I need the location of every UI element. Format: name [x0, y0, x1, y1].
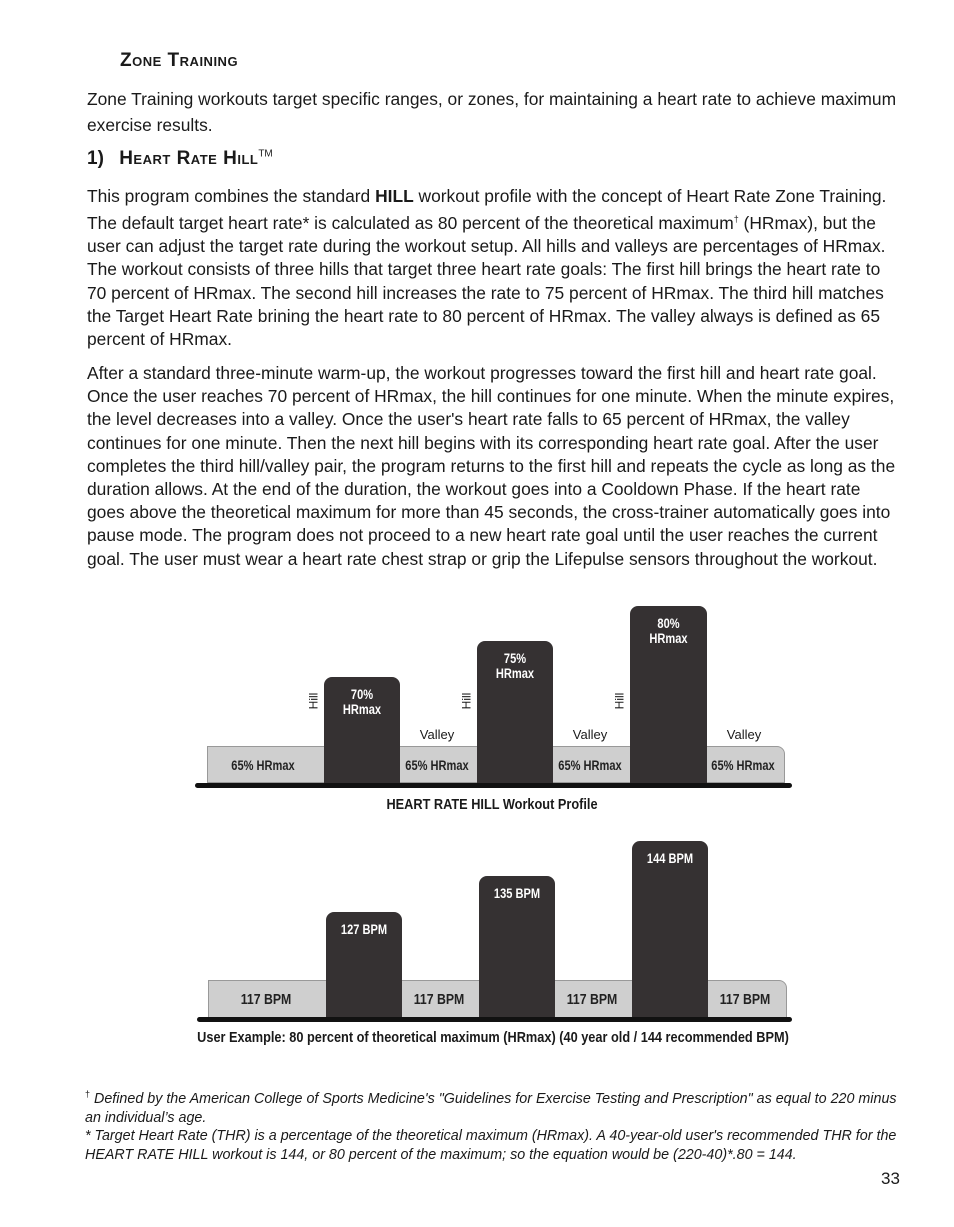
- valley-label: 117 BPM: [413, 991, 465, 1008]
- workout-description-paragraph: After a standard three-minute warm-up, the workout progresses toward the first hill and heart rate goal. Once the user reaches 70 percent of HRmax, the hill continues for one minute. When the minute expires, the level decreases into a valley. Once the user's heart rate falls to 65 percent of HRmax, the valley continues for one minute. Then the next hill begins with its corresponding heart rate goal. After the user completes the third hill/valley pair, the program returns to the first hill and repeats the cycle as long as the duration allows. At the end of the duration, the workout goes into a Cooldown Phase. If the heart rate goes above the theoretical maximum for more than 45 seconds, the cross-trainer automatically goes into pause mode. The program does not proceed to a new heart rate goal until the user reaches the current goal. The user must wear a heart rate chest strap or grip the Lifepulse sensors throughout the workout.: [87, 363, 896, 569]
- valley-label: 117 BPM: [240, 991, 292, 1008]
- hill-bar-3: 144 BPM: [632, 841, 708, 1019]
- hill-bar-3: 80% HRmax: [630, 606, 707, 784]
- bold-hill: HILL: [375, 186, 414, 206]
- valley-label: 117 BPM: [566, 991, 618, 1008]
- subheading-title: Heart Rate Hill: [119, 148, 259, 169]
- hill-bar-1: 127 BPM: [326, 912, 402, 1019]
- section-heading: Zone Training: [120, 50, 239, 71]
- baseline: [195, 783, 792, 788]
- valley-label: 117 BPM: [719, 991, 771, 1008]
- page-number: 33: [881, 1169, 900, 1188]
- chart-caption: User Example: 80 percent of theoretical maximum (HRmax) (40 year old / 144 recommended BPM): [197, 1029, 789, 1046]
- footnote-star: * Target Heart Rate (THR) is a percentage of the theoretical maximum (HRmax). A 40-year-old user's recommended THR for the HEART RATE HILL workout is 144, or 80 percent of the maximum; so the equation would be (220-40)*.80 = 144.: [85, 1128, 897, 1163]
- valley-text: Valley: [419, 727, 455, 742]
- hill-description-paragraph: [87, 185, 902, 351]
- chart-caption: HEART RATE HILL Workout Profile: [386, 796, 598, 813]
- text: workout profile with the concept of Heart Rate Zone Training. The default target heart rate* is calculated as 80 percent of the theoretical maximum: [87, 186, 887, 233]
- intro-paragraph: Zone Training workouts target specific ranges, or zones, for maintaining a heart rate to achieve maximum exercise results.: [87, 89, 897, 135]
- valley-label: 65% HRmax: [405, 758, 469, 773]
- subheading: [87, 148, 273, 170]
- valley-text: Valley: [572, 727, 608, 742]
- hill-bar-2: 75% HRmax: [477, 641, 553, 784]
- hill-bar-1: 70% HRmax: [324, 677, 400, 784]
- text: (HRmax), but the user can adjust the target rate during the workout setup. All hills and valleys are percentages of HRmax. The workout consists of three hills that target three heart rate goals: The first hill brings the heart rate to 70 percent of HRmax. The second hill increases the rate to 75 percent of HRmax. The third hill matches the Target Heart Rate brining the heart rate to 80 percent of HRmax. The valley always is defined as 65 percent of HRmax.: [87, 213, 886, 350]
- dagger-mark: †: [85, 1089, 91, 1099]
- text: This program combines the standard: [87, 186, 376, 206]
- subheading-number: 1): [87, 148, 104, 169]
- footnote-text: Defined by the American College of Sports Medicine's "Guidelines for Exercise Testing and Prescription" as equal to 220 minus an individual’s age.: [85, 1090, 897, 1126]
- valley-label: 65% HRmax: [711, 758, 775, 773]
- hill-text: Hill: [459, 692, 474, 710]
- baseline: [197, 1017, 792, 1022]
- trademark: TM: [258, 148, 273, 160]
- hill-text: Hill: [306, 692, 321, 710]
- footnote-dagger: [85, 1085, 900, 1128]
- hill-text: Hill: [612, 692, 627, 710]
- valley-text: Valley: [726, 727, 762, 742]
- valley-label: 65% HRmax: [231, 758, 295, 773]
- dagger-mark: †: [733, 214, 739, 225]
- valley-label: 65% HRmax: [558, 758, 622, 773]
- hill-bar-2: 135 BPM: [479, 876, 555, 1019]
